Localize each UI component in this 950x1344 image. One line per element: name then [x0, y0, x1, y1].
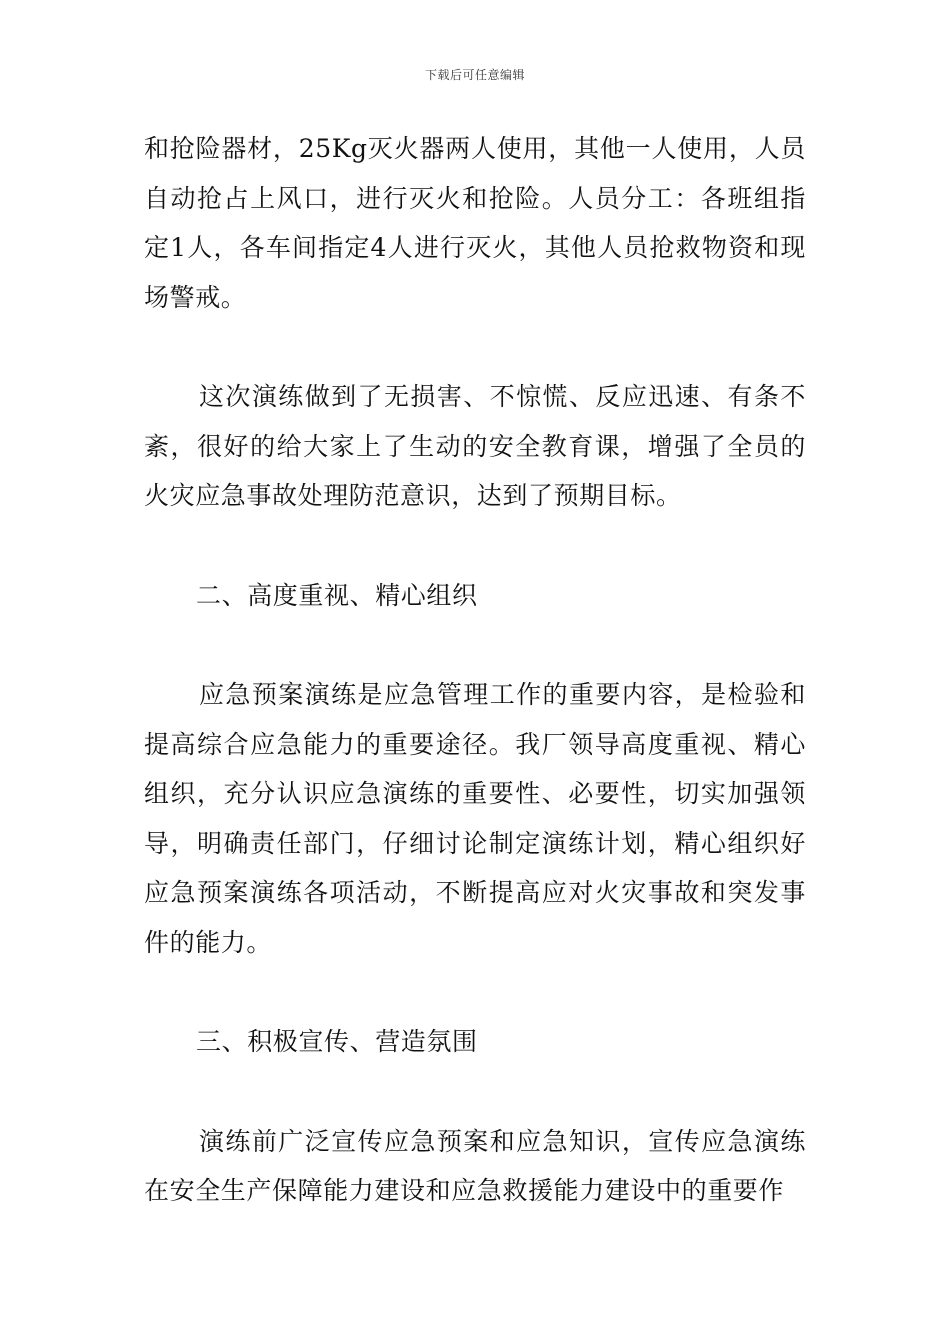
paragraph-1: 和抢险器材，25Kg灭火器两人使用，其他一人使用，人员自动抢占上风口，进行灭火和抢险。人员分工：各班组指定1人，各车间指定4人进行灭火，其他人员抢救物资和现场警戒。	[144, 134, 806, 312]
paragraph-gap	[144, 1067, 806, 1117]
paragraph-2: 这次演练做到了无损害、不惊慌、反应迅速、有条不紊，很好的给大家上了生动的安全教育课，增强了全员的火灾应急事故处理防范意识，达到了预期目标。	[144, 382, 806, 510]
section-heading-3: 三、积极宣传、营造氛围	[196, 1027, 478, 1056]
section-heading-2: 二、高度重视、精心组织	[196, 580, 478, 610]
paragraph-3: 应急预案演练是应急管理工作的重要内容，是检验和提高综合应急能力的重要途径。我厂领导高度重视、精心组织，充分认识应急演练的重要性、必要性，切实加强领导，明确责任部门，仔细讨论制定演练计划，精心组织好应急预案演练各项活动，不断提高应对火灾事故和突发事件的能力。	[144, 680, 806, 957]
paragraph-gap	[144, 322, 806, 372]
page-header-note: 下载后可任意编辑	[424, 68, 525, 82]
paragraph-gap	[144, 967, 806, 1017]
document-body	[144, 124, 806, 1216]
paragraph-gap	[144, 620, 806, 670]
paragraph-4: 演练前广泛宣传应急预案和应急知识，宣传应急演练在安全生产保障能力建设和应急救援能力建设中的重要作	[144, 1126, 806, 1205]
paragraph-gap	[144, 521, 806, 571]
